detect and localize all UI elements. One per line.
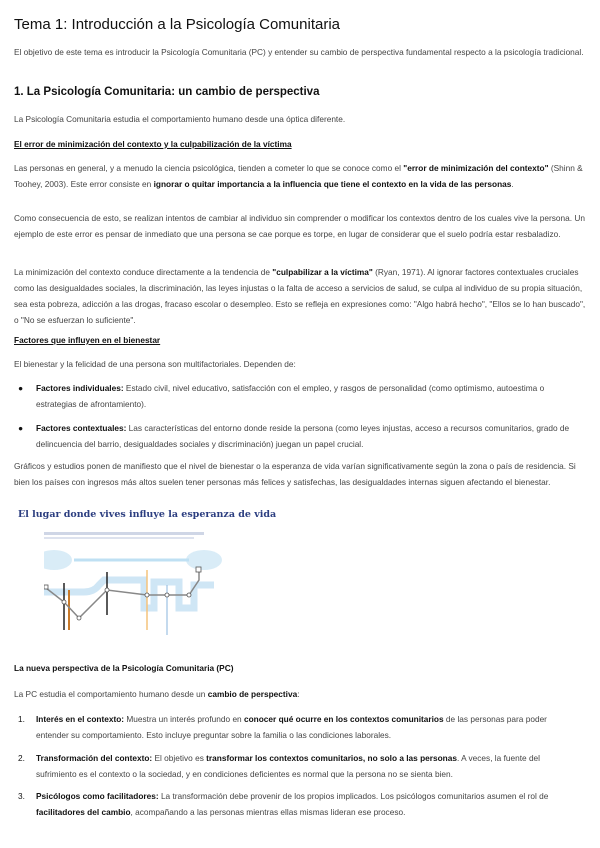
subheading-error: El error de minimización del contexto y la culpabilización de la víctima	[14, 139, 292, 149]
life-expectancy-map-figure	[44, 530, 244, 648]
bold-text: transformar los contextos comunitarios, no solo a las personas	[206, 753, 457, 763]
figure-caption-line	[44, 532, 204, 535]
text: (Shinn & Toohey, 2003). Este error consiste en	[14, 163, 583, 189]
bullet-icon: ●	[18, 383, 24, 393]
bullet-item	[18, 420, 570, 452]
subheading-wellbeing: Factores que influyen en el bienestar	[14, 335, 161, 345]
paragraph-new-perspective	[14, 686, 586, 702]
bullet-text: Estado civil, nivel educativo, satisfacción con el empleo, y rasgos de personalidad (como optimismo, autoestima o estrategias de afrontamiento).	[36, 383, 545, 409]
figure-caption-line	[44, 537, 194, 539]
intro-paragraph: El objetivo de este tema es introducir la Psicología Comunitaria (PC) y entender su cambio de perspectiva fundamental respecto a la psicología tradicional.	[14, 47, 584, 57]
bullet-icon: ●	[18, 423, 24, 433]
paragraph-graphs: Gráficos y estudios ponen de manifiesto que el nivel de bienestar o la esperanza de vida varían significativamente según la zona o país de residencia. Si bien los países con ingresos más altos suelen tener personas más felices y satisfechas, las desigualdades internas siguen afectando el bienestar.	[14, 461, 576, 487]
text: Las personas en general, y a menudo la ciencia psicológica, tienden a cometer lo que se conoce como el	[14, 163, 404, 173]
page-title: Tema 1: Introducción a la Psicología Comunitaria	[14, 16, 341, 33]
text: , acompañando a las personas mientras ellas mismas lideran ese proceso.	[130, 807, 406, 817]
bold-text: conocer qué ocurre en los contextos comunitarios	[243, 714, 444, 724]
text: de las personas para poder entender su comportamiento. Esto incluye preguntar sobre la familia o las condiciones laborales.	[36, 714, 547, 740]
figure-title: El lugar donde vives influye la esperanza de vida	[18, 509, 277, 520]
bullet-text: Las características del entorno donde reside la persona (como leyes injustas, acceso a recursos comunitarios, grado de delincuencia del barrio, desigualdades sociales y discriminación) juegan un papel crucial.	[36, 423, 570, 449]
paragraph-consequence: Como consecuencia de esto, se realizan intentos de cambiar al individuo sin comprender o modificar los contextos dentro de los cuales vive la persona. Un ejemplo de este error es pensar de inmediato que una persona se cae porque es torpe, en lugar de considerar que el suelo podría estar resbaladizo.	[14, 213, 585, 239]
bold-text: "error de minimización del contexto"	[403, 163, 549, 173]
item-label: Transformación del contexto:	[36, 753, 153, 763]
text: La minimización del contexto conduce directamente a la tendencia de	[14, 267, 273, 277]
bullet-label: Factores contextuales:	[36, 423, 127, 433]
subheading-new-perspective: La nueva perspectiva de la Psicología Comunitaria (PC)	[14, 663, 234, 673]
text: . A veces, la fuente del sufrimiento es el contexto o la sociedad, y en condiciones deficientes es normal que la persona no se sienta bien.	[36, 753, 541, 779]
paragraph-victim-blaming	[14, 264, 586, 328]
numbered-item	[18, 750, 570, 782]
glow	[44, 550, 72, 570]
bold-text: ignorar o quitar importancia a la influencia que tiene el contexto en la vida de las personas	[153, 179, 512, 189]
section-heading: 1. La Psicología Comunitaria: un cambio de perspectiva	[14, 86, 320, 98]
glow	[186, 550, 222, 570]
bullet-label: Factores individuales:	[36, 383, 124, 393]
bold-text: "culpabilizar a la víctima"	[272, 267, 373, 277]
text: (Ryan, 1971). Al ignorar factores contextuales cruciales como las desigualdades sociales, la discriminación, las leyes injustas o la falta de acceso a servicios de salud, se culpa al individuo de su propia situación, sea esta pobreza, adicción a las drogas, fracaso escolar o desempleo. Esto se refleja en expresiones como: "Algo habrá hecho", "Ellos se lo han buscado", o "No se esfuerzan lo suficiente".	[14, 267, 586, 325]
text: El objetivo es	[152, 753, 207, 763]
text: La PC estudia el comportamiento humano desde un	[14, 689, 208, 699]
bullet-item	[18, 380, 570, 412]
text: .	[511, 179, 514, 189]
item-number: 1.	[18, 714, 25, 724]
item-label: Psicólogos como facilitadores:	[36, 791, 159, 801]
item-number: 3.	[18, 791, 25, 801]
item-number: 2.	[18, 753, 25, 763]
section-lead: La Psicología Comunitaria estudia el comportamiento humano desde una óptica diferente.	[14, 114, 346, 124]
text: :	[297, 689, 300, 699]
bold-text: facilitadores del cambio	[36, 807, 131, 817]
text: La transformación debe provenir de los propios implicados. Los psicólogos comunitarios asumen el rol de	[158, 791, 549, 801]
item-label: Interés en el contexto:	[36, 714, 125, 724]
numbered-item	[18, 788, 570, 820]
paragraph-wellbeing: El bienestar y la felicidad de una persona son multifactoriales. Dependen de:	[14, 359, 296, 369]
bold-text: cambio de perspectiva	[207, 689, 298, 699]
numbered-item	[18, 711, 570, 743]
text: Muestra un interés profundo en	[124, 714, 244, 724]
paragraph-error	[14, 160, 586, 192]
